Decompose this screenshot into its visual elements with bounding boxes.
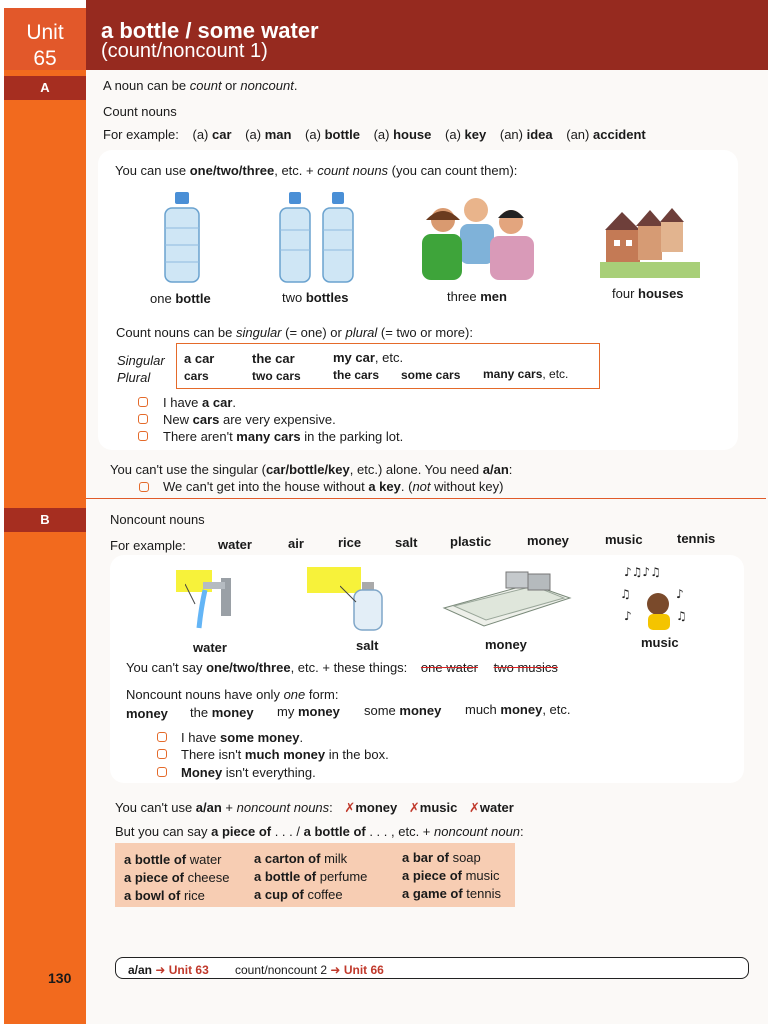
cant-say-line: You can't say one/two/three, etc. + these things: one water two musics — [126, 660, 558, 675]
arrow-icon: ➜ — [155, 963, 166, 977]
crossed-out-example: two musics — [493, 660, 558, 675]
cross-reference-box — [115, 957, 749, 979]
noncount-form: my money — [277, 704, 340, 719]
intro-count: count — [189, 78, 222, 93]
crossed-example: ✗music — [408, 800, 458, 815]
one-form-line: Noncount nouns have only one form: — [126, 687, 339, 702]
title-line-1: a bottle / some water — [101, 18, 319, 43]
section-divider — [86, 498, 766, 499]
phrase: a game of tennis — [402, 886, 501, 901]
intro-pre: A noun can be — [103, 78, 190, 93]
water-tap-illustration — [185, 574, 245, 632]
two-bottles-illustration — [277, 190, 359, 286]
noncount-example: tennis — [677, 531, 716, 546]
table-cell: two cars — [252, 369, 301, 383]
music-illustration — [620, 562, 692, 632]
phrase: a bottle of water — [124, 852, 222, 867]
picture-caption-b: salt — [356, 638, 379, 653]
table-cell: many cars, etc. — [483, 367, 569, 381]
intro-end: . — [293, 78, 298, 93]
intro-noncount: noncount — [240, 78, 294, 93]
table-cell: my car, etc. — [333, 350, 404, 365]
noncount-form: some money — [364, 703, 442, 718]
crossed-example: ✗water — [468, 800, 514, 815]
title-line-2: (count/noncount 1) — [101, 40, 268, 62]
singular-label: Singular — [117, 353, 165, 368]
unit-badge — [4, 8, 86, 70]
noncount-example: air — [288, 536, 304, 551]
svg-text:♪: ♪ — [676, 587, 684, 601]
but-you-can-say-line: But you can say a piece of . . . / a bottle of . . . , etc. + noncount noun: — [115, 824, 524, 839]
section-a-tab: A — [4, 76, 86, 100]
bullet-icon — [157, 749, 167, 759]
orange-side-band — [4, 70, 86, 1024]
noncount-example: water — [218, 537, 252, 552]
title-bar — [86, 0, 768, 70]
example-sentence: Money isn't everything. — [181, 765, 316, 780]
three-men-illustration — [418, 192, 538, 282]
bullet-icon — [138, 414, 148, 424]
table-cell: some cars — [401, 368, 461, 382]
bottle-cap-icon — [175, 192, 189, 204]
example-item: (an) accident — [566, 127, 646, 142]
example-item: (a) key — [445, 127, 487, 142]
cross-icon: ✗ — [344, 800, 356, 815]
for-example-label: For example: — [103, 127, 179, 142]
table-cell: the cars — [333, 368, 380, 382]
example-item: (a) house — [373, 127, 432, 142]
example-item: (a) man — [245, 127, 292, 142]
section-b-tab: B — [4, 508, 86, 532]
arrow-icon: ➜ — [330, 963, 341, 977]
crossed-out-example: one water — [420, 660, 479, 675]
cant-use-example: We can't get into the house without a key. (not without key) — [163, 479, 504, 494]
example-item: (a) bottle — [305, 127, 360, 142]
example-sentence: New cars are very expensive. — [163, 412, 336, 427]
phrase: a cup of coffee — [254, 887, 343, 902]
noncount-example: plastic — [450, 534, 492, 549]
crossed-example: ✗money — [344, 800, 398, 815]
phrase: a bar of soap — [402, 850, 481, 865]
example-sentence: I have some money. — [181, 730, 304, 745]
noncount-example: salt — [395, 535, 418, 550]
bottle-illustration — [160, 190, 204, 286]
table-cell: the car — [252, 351, 295, 366]
noncount-form: money — [126, 706, 168, 721]
svg-text:♪♫♪♫: ♪♫♪♫ — [624, 565, 661, 579]
table-cell: a car — [184, 351, 215, 366]
picture-caption-b: music — [641, 635, 679, 650]
cross-reference-unit-66[interactable]: count/noncount 2 ➜ Unit 66 — [235, 963, 384, 977]
svg-text:♪: ♪ — [624, 609, 632, 623]
cross-icon: ✗ — [408, 800, 420, 815]
intro-mid: or — [221, 78, 241, 93]
noncount-example: money — [527, 533, 569, 548]
example-sentence: There isn't much money in the box. — [181, 747, 389, 762]
money-illustration — [440, 568, 574, 632]
phrase: a piece of cheese — [124, 870, 230, 885]
noncount-form: much money, etc. — [465, 702, 571, 717]
bullet-icon — [138, 397, 148, 407]
for-example-label-b: For example: — [110, 538, 186, 553]
cross-reference-unit-63[interactable]: a/an ➜ Unit 63 — [128, 963, 209, 977]
intro-line — [103, 78, 297, 93]
unit-number: 65 — [33, 47, 57, 70]
noncount-nouns-heading: Noncount nouns — [110, 512, 205, 527]
phrase: a bottle of perfume — [254, 869, 368, 884]
picture-caption-b: money — [485, 637, 527, 652]
bullet-icon — [157, 732, 167, 742]
unit-label: Unit — [26, 21, 64, 44]
table-cell: cars — [184, 369, 209, 383]
use-count-line: You can use one/two/three, etc. + count nouns (you can count them): — [115, 163, 518, 178]
salt-shaker-illustration — [340, 580, 390, 632]
four-houses-illustration — [600, 200, 700, 278]
svg-text:♫: ♫ — [676, 609, 687, 623]
cant-use-singular-line: You can't use the singular (car/bottle/key, etc.) alone. You need a/an: — [110, 462, 513, 477]
noncount-form: the money — [190, 705, 254, 720]
example-item: (an) idea — [499, 127, 553, 142]
example-sentence: There aren't many cars in the parking lot. — [163, 429, 404, 444]
bullet-icon — [139, 482, 149, 492]
svg-text:♫: ♫ — [620, 587, 631, 601]
cross-icon: ✗ — [468, 800, 480, 815]
count-examples-row — [103, 127, 646, 142]
cant-use-aan-line: You can't use a/an + noncount nouns: ✗money ✗music ✗water — [115, 800, 514, 815]
bullet-icon — [138, 431, 148, 441]
phrase: a piece of music — [402, 868, 500, 883]
page-number: 130 — [48, 970, 72, 986]
noncount-example: rice — [338, 535, 362, 550]
phrase: a bowl of rice — [124, 888, 205, 903]
picture-caption-b: water — [193, 640, 227, 655]
noncount-example: music — [605, 532, 643, 547]
picture-caption: three men — [447, 289, 507, 304]
count-nouns-heading: Count nouns — [103, 104, 177, 119]
example-sentence: I have a car. — [163, 395, 237, 410]
example-item: (a) car — [192, 127, 232, 142]
bullet-icon — [157, 767, 167, 777]
singular-plural-line: Count nouns can be singular (= one) or plural (= two or more): — [116, 325, 473, 340]
picture-caption: one bottle — [150, 291, 211, 306]
plural-label: Plural — [117, 370, 151, 385]
picture-caption: two bottles — [282, 290, 349, 305]
phrase: a carton of milk — [254, 851, 348, 866]
picture-caption: four houses — [612, 286, 684, 301]
